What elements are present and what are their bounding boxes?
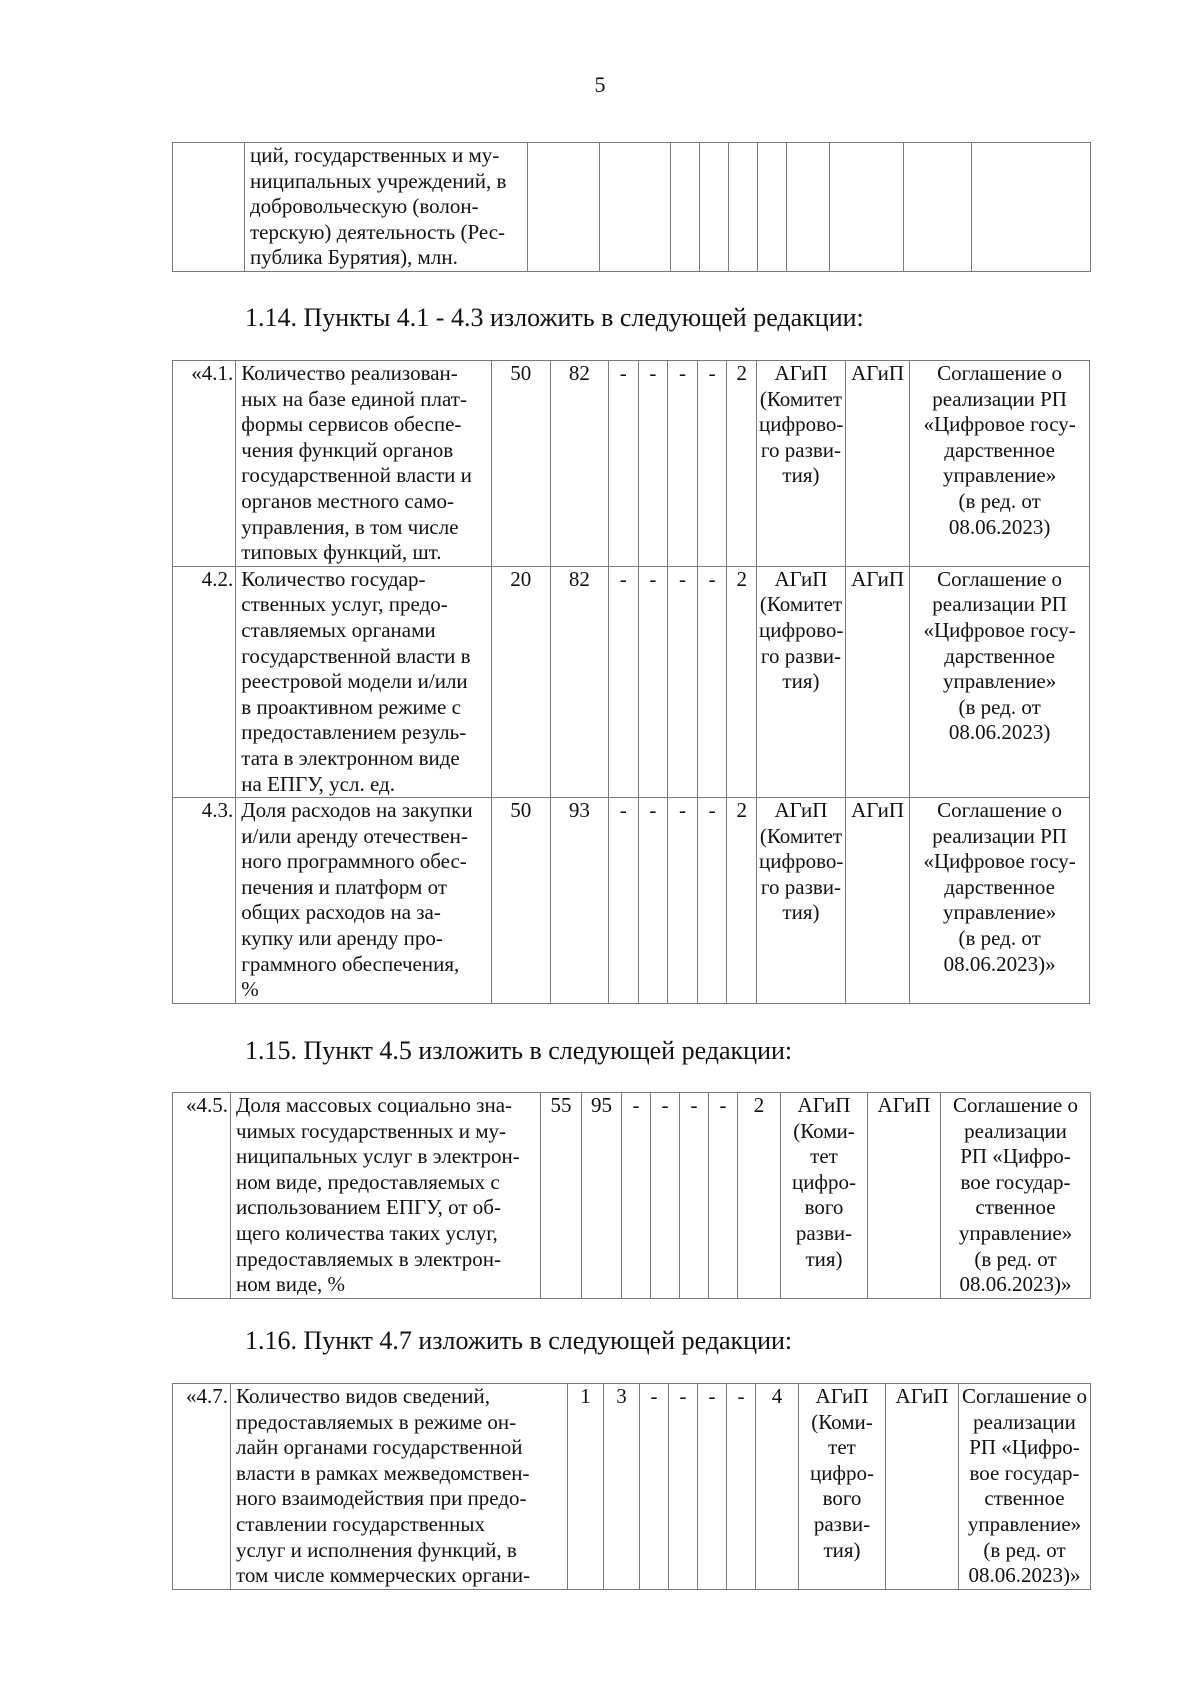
dash-value: - [609, 361, 639, 567]
dash-value: - [680, 1093, 709, 1299]
row-number: «4.7. [173, 1384, 231, 1590]
period-value: 2 [727, 798, 757, 1004]
indicator-description: Количество видов сведений, предоставляемых в режиме он- лайн органами государственной власти в рамках межведомствен- ного взаимодействия при предо- ставлении государственных услуг и исполнения функций, в том числе коммерческих органи- [231, 1384, 568, 1590]
row-number: 4.3. [173, 798, 236, 1004]
basis-document: Соглашение о реализации РП «Цифро- вое государ- ственное управление» (в ред. от 08.06.2023)» [959, 1384, 1091, 1590]
basis-document: Соглашение о реализации РП «Цифро- вое государ- ственное управление» (в ред. от 08.06.2023)» [941, 1093, 1091, 1299]
period-value: 2 [727, 566, 757, 797]
indicators-table [172, 1383, 1091, 1590]
period-value: 4 [756, 1384, 799, 1590]
dash-value: - [638, 566, 668, 797]
dash-value: - [638, 798, 668, 1004]
dash-value: - [668, 361, 698, 567]
responsible-org: АГиП (Комитет цифрово- го разви- тия) [757, 361, 846, 567]
co-executor: АГиП [845, 566, 909, 797]
target-value: 93 [550, 798, 608, 1004]
target-value: 82 [550, 361, 608, 567]
period-value: 2 [738, 1093, 781, 1299]
indicator-description: Количество государ- ственных услуг, предо- ставляемых органами государственной власти в реестровой модели и/или в проактивном режиме с предоставлением резуль- тата в электронном виде на ЕПГУ, усл. ед. [236, 566, 491, 797]
table-row [173, 143, 1091, 272]
table-cell [904, 143, 972, 272]
responsible-org: АГиП (Комитет цифрово- го разви- тия) [757, 566, 846, 797]
base-value: 1 [568, 1384, 604, 1590]
table-cell [600, 143, 671, 272]
dash-value: - [698, 1384, 727, 1590]
indicator-description: ций, государственных и му- ниципальных учреждений, в добровольческую (волон- терскую) деятельность (Рес- публика Бурятия), млн. [245, 143, 528, 272]
dash-value: - [622, 1093, 651, 1299]
responsible-org: АГиП (Комитет цифрово- го разви- тия) [757, 798, 846, 1004]
dash-value: - [640, 1384, 669, 1590]
dash-value: - [651, 1093, 680, 1299]
page-number: 5 [594, 72, 606, 97]
base-value: 50 [491, 798, 550, 1004]
table-cell [830, 143, 904, 272]
co-executor: АГиП [868, 1093, 941, 1299]
co-executor: АГиП [886, 1384, 959, 1590]
basis-document: Соглашение о реализации РП «Цифровое госу- дарственное управление» (в ред. от 08.06.2023)» [910, 798, 1090, 1004]
target-value: 3 [604, 1384, 640, 1590]
section-heading: 1.15. Пункт 4.5 изложить в следующей редакции: [245, 1036, 793, 1065]
basis-document: Соглашение о реализации РП «Цифровое госу- дарственное управление» (в ред. от 08.06.2023) [910, 361, 1090, 567]
indicator-description: Доля массовых социально зна- чимых государственных и му- ниципальных услуг в электрон- ном виде, предоставляемых с использованием ЕПГУ, от об- щего количества таких услуг, предоставляемых в электрон- ном виде, % [231, 1093, 541, 1299]
dash-value: - [668, 566, 698, 797]
dash-value: - [709, 1093, 738, 1299]
dash-value: - [697, 361, 727, 567]
table-row [173, 361, 1090, 567]
table-row [173, 1093, 1091, 1299]
target-value: 95 [582, 1093, 622, 1299]
base-value: 55 [541, 1093, 582, 1299]
continuation-table [172, 142, 1091, 272]
table-cell [972, 143, 1091, 272]
table-row [173, 566, 1090, 797]
table-row [173, 798, 1090, 1004]
dash-value: - [609, 566, 639, 797]
table-cell [729, 143, 758, 272]
target-value: 82 [550, 566, 608, 797]
dash-value: - [609, 798, 639, 1004]
section-heading: 1.16. Пункт 4.7 изложить в следующей редакции: [245, 1326, 793, 1355]
section-heading: 1.14. Пункты 4.1 - 4.3 изложить в следующей редакции: [245, 303, 864, 332]
responsible-org: АГиП (Коми- тет цифро- вого разви- тия) [799, 1384, 886, 1590]
row-number: 4.2. [173, 566, 236, 797]
table-cell [758, 143, 787, 272]
table-cell [700, 143, 729, 272]
base-value: 20 [491, 566, 550, 797]
period-value: 2 [727, 361, 757, 567]
table-cell [787, 143, 830, 272]
dash-value: - [727, 1384, 756, 1590]
table-cell [528, 143, 600, 272]
table-cell [173, 143, 245, 272]
indicator-description: Доля расходов на закупки и/или аренду отечествен- ного программного обес- печения и платформ от общих расходов на за- купку или аренду про- граммного обеспечения, % [236, 798, 491, 1004]
responsible-org: АГиП (Коми- тет цифро- вого разви- тия) [781, 1093, 868, 1299]
dash-value: - [697, 798, 727, 1004]
row-number: «4.1. [173, 361, 236, 567]
base-value: 50 [491, 361, 550, 567]
row-number: «4.5. [173, 1093, 231, 1299]
indicators-table [172, 1092, 1091, 1299]
table-cell [671, 143, 700, 272]
dash-value: - [669, 1384, 698, 1590]
indicator-description: Количество реализован- ных на базе единой плат- формы сервисов обеспе- чения функций органов государственной власти и органов местного само- управления, в том числе типовых функций, шт. [236, 361, 491, 567]
co-executor: АГиП [845, 361, 909, 567]
basis-document: Соглашение о реализации РП «Цифровое госу- дарственное управление» (в ред. от 08.06.2023) [910, 566, 1090, 797]
dash-value: - [668, 798, 698, 1004]
table-row [173, 1384, 1091, 1590]
dash-value: - [697, 566, 727, 797]
dash-value: - [638, 361, 668, 567]
co-executor: АГиП [845, 798, 909, 1004]
indicators-table [172, 360, 1090, 1004]
